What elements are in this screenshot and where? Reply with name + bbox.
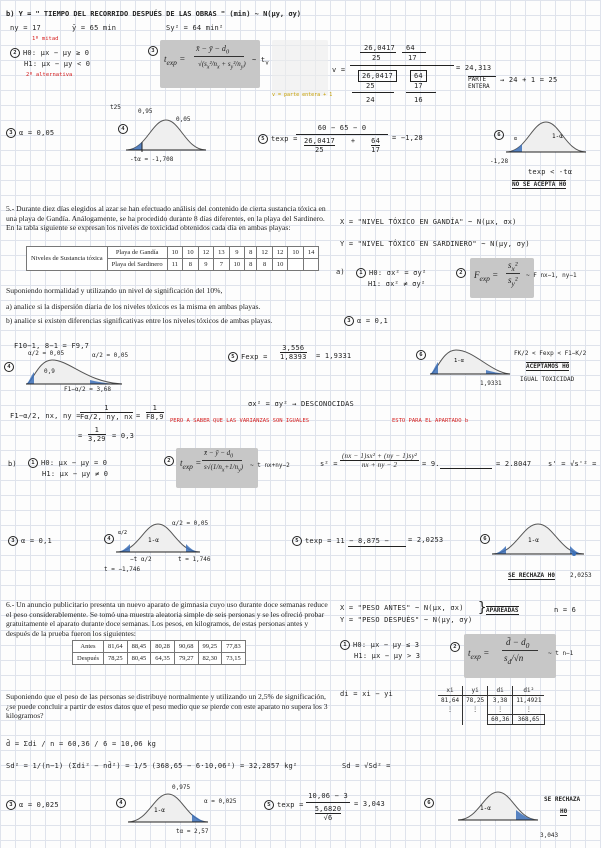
problem5-table: Niveles de Sustancia tóxica Playa de Gandía 10 10 12 13 9 8 12 12 10 14 Playa del Sardinero 11 8 9 7 10 8 8 10 — [26, 246, 319, 271]
svg-text:1-α: 1-α — [480, 805, 491, 812]
a-alpha: 3 α = 0,1 — [344, 316, 388, 326]
v-result: = 24,313 — [456, 64, 492, 72]
b-dist: ~ t nx+ny−2 — [250, 462, 290, 469]
step-6-circle: 6 — [494, 130, 507, 140]
step-4-circle: 4 — [118, 124, 131, 134]
f-calc: F10−1, 8−1 = F9,7 — [14, 342, 90, 350]
f-left-frac: $\frac{1}{F\alpha/2, ny, nx}$ — [80, 404, 133, 421]
problem5-text2: Suponiendo normalidad y utilizando un nivel de significación del 10%, — [6, 286, 223, 295]
p6-y-def: Y = "PESO DESPUÉS" ~ N(μy, σy) — [340, 616, 473, 624]
p6-x-def: X = "PESO ANTES" ~ N(μx, σx) — [340, 604, 464, 612]
p6-h0: 1 H0: μx − μy ≤ 3 — [340, 640, 419, 650]
p6-dbar: d̄ = Σdi / n = 60,36 / 6 = 10,06 kg — [6, 740, 157, 748]
row2-label: Playa del Sardinero — [107, 259, 167, 271]
problem5-question-b: b) analice si existen diferencias significativas entre los niveles tóxicos de ambas playas. — [6, 316, 273, 325]
table-header: Niveles de Sustancia tóxica — [27, 247, 108, 271]
p6-tdist: ~ t n−1 — [548, 650, 574, 657]
f-top-right: α/2 = 0,05 — [92, 352, 129, 359]
top-conclusion: NO SE ACEPTA H0 — [512, 181, 567, 188]
b-tcrit-top: α/2 = 0,05 — [172, 520, 209, 527]
step6-val-5: 1,9331 — [480, 380, 502, 387]
curve-t25-label: t25 — [110, 104, 121, 111]
f-curve-6 — [430, 346, 510, 376]
problem5-statement: 5.- Durante diez días elegidos al azar se han efectuado análisis del contenido de cierta sustancia tóxica en una playa de Gandía. Análogamente, se ha procedido durante 8 días diferentes, en la playa del Sardinero. En la tabla siguiente se expresan los niveles de toxicidad obtenidos cada día en ambas playas: — [6, 204, 326, 233]
texp-result: = −1,28 — [392, 134, 423, 142]
b-h1: H1: μx − μy ≠ 0 — [42, 470, 109, 478]
p6-texp: 5 texp = — [264, 800, 304, 810]
v-final: → 24 + 1 = 25 — [500, 76, 558, 84]
s2-frac: $\frac{\text{(nx − 1)sx² + (ny − 1)sy²}}{nx + ny - 2}$ — [342, 452, 418, 469]
y-def-5: Y = "NIVEL TÓXICO EN SARDINERO" ~ N(μy, σy) — [340, 240, 530, 248]
x-def-5: X = "NIVEL TÓXICO EN GANDÍA" ~ N(μx, σx) — [340, 218, 517, 226]
t-curve-b-top — [126, 116, 206, 152]
step-6-circle-5: 6 — [416, 350, 429, 360]
v-label: v = — [332, 66, 346, 74]
curve-005-label: 0,05 — [176, 116, 191, 123]
p6-step6-val: 3,043 — [540, 832, 559, 839]
f-left-result-frac: $\frac{1}{3,29}$ — [88, 426, 106, 443]
p6-t-top: 0,975 — [172, 784, 191, 791]
p6-n: n = 6 — [554, 606, 577, 614]
curve-crit-label: -tα = -1,708 — [130, 156, 174, 163]
t-curve-5b-6 — [492, 520, 584, 556]
p6-helper-table: xi yi di di² 81,64 78,25 3,38 11,4921 ⋮ ⋮ ⋮ ⋮ 60,36 368,65 — [438, 686, 545, 725]
step-4-circle-5: 4 — [4, 362, 17, 372]
accept-1: FK/2 < Fexp < F1−K/2 — [514, 350, 587, 357]
ny-value: ny = 17 — [10, 24, 41, 32]
v-fraction: 26,0417 64 25 17 26,0417 64 25 17 24 16 — [350, 44, 454, 106]
sy2-value: Sy² = 64 min² — [166, 24, 224, 32]
p6-sd: Sd = √Sd² = — [342, 762, 391, 770]
step-6-circle-5b: 6 — [480, 534, 493, 544]
p6-h1: H1: μx − μy > 3 — [354, 652, 421, 660]
fexp-formula-box: $F_{exp}$ = $s_x^2$ $s_y^2$ — [470, 258, 534, 298]
ac-text: texp < -tα — [528, 168, 573, 176]
b-texp: 5 texp = 11 − 8,875 − — [292, 536, 389, 546]
step-2-circle-6: 2 — [450, 642, 463, 652]
welch-v-formula — [272, 40, 328, 96]
red-note-a: PERO A SABER QUE LAS VARIANZAS SON IGUALES — [170, 418, 310, 424]
v-parte-entera: PARTE ENTERA — [468, 76, 496, 90]
svg-text:α: α — [514, 136, 518, 142]
a-label: a) — [336, 268, 345, 276]
p6-t-label: tα = 2,57 — [176, 828, 209, 835]
step-6-circle-6: 6 — [424, 798, 437, 808]
hypothesis-h1: H1: μx − μy < 0 — [24, 60, 91, 68]
p6-sd2: Sd² = 1/(n−1) (Σdi² − nd̄²) = 1/5 (368,65 − 6·10,06²) = 32,2857 kg² — [6, 762, 298, 770]
s2-result: = 2.8047 — [496, 460, 532, 468]
b-step6-val: 2,0253 — [570, 572, 592, 579]
step-2-circle-5: 2 — [456, 268, 469, 278]
svg-text:1-α: 1-α — [148, 537, 159, 544]
fexp-frac: $\frac{3,556}{1,8393}$ — [280, 344, 307, 361]
step-2-circle-5b: 2 — [164, 456, 177, 466]
pooled-t-formula: $t_{exp}$ = x̄ − ȳ − $d_0$ $s√(1/n_x+1/n_y)$ — [176, 448, 258, 488]
b-reject: SE RECHAZA H0 — [508, 572, 555, 579]
t-curve-5b — [116, 520, 200, 554]
a-h1: H1: σx² ≠ σy² — [368, 280, 426, 288]
p6-texp-result: = 3,043 — [354, 800, 385, 808]
p6-di-def: di = xi − yi — [340, 690, 393, 698]
red-note-alternativa: 2º alternativa — [26, 72, 73, 78]
accept-3: IGUAL TOXICIDAD — [520, 376, 575, 383]
p6-reject-1: SE RECHAZA — [544, 796, 581, 803]
red-note-mitad: 1º mitad — [32, 36, 59, 42]
p6-alpha: 3 α = 0,025 — [6, 800, 59, 810]
f-left-calc: F1−α/2, nx, ny = — [10, 412, 81, 420]
p6-paired: APAREADAS — [486, 607, 519, 614]
b-tcrit-right: t = 1,746 — [178, 556, 211, 563]
svg-text:α/2: α/2 — [118, 530, 128, 536]
gray-note: v = parte entera + 1 — [272, 92, 333, 98]
f-mid: 0,9 — [44, 368, 55, 375]
p6-row2-label: Después — [73, 653, 104, 665]
ybar-value: ȳ = 65 min — [72, 24, 117, 32]
p6-t-right: α = 0,025 — [204, 798, 237, 805]
accept-2: ACEPTAMOS H0 — [526, 363, 570, 370]
svg-text:1-α: 1-α — [552, 133, 563, 140]
paired-t-formula: $t_{exp}$ = d̄ − $d_0$ $s_d/√n$ — [464, 634, 556, 678]
red-note-b: ESTO PARA EL APARTADO b — [392, 418, 469, 424]
b-tcrit-left: −t α/2 — [130, 556, 152, 563]
sigma-conclusion: σx² = σy² → DESCONOCIDAS — [248, 400, 354, 408]
b-label: b) — [8, 460, 17, 468]
t-curve-b-top-6 — [506, 118, 586, 154]
step-4-circle-5b: 4 — [104, 534, 117, 544]
section-b-header: b) Y = " TIEMPO DEL RECORRIDO DESPUÉS DE LAS OBRAS " (min) ~ N(μy, σy) — [6, 10, 302, 18]
p6-row1-label: Antes — [73, 641, 104, 653]
texp-formula-box: $t_{exp}$ = x̄ − ȳ − $d_0$ $√(s_x^2/n_x + s_y^2/n_y)$ — [160, 40, 260, 88]
svg-text:1-α: 1-α — [454, 358, 464, 364]
t-curve-6-6 — [458, 788, 538, 822]
alpha-step: 3 α = 0,05 — [6, 128, 54, 138]
t-curve-6 — [128, 790, 208, 824]
f-left-result: = 0,3 — [112, 432, 135, 440]
row1-label: Playa de Gandía — [107, 247, 167, 259]
a-h0: 1 H0: σx² = σy² — [356, 268, 426, 278]
problem6-text2: Suponiendo que el peso de las personas se distribuye normalmente y utilizando un 2,5% de significación, ¿se puede concluir a partir de estos datos que el peso medio que se pierde con este aparato no supera los 3 kilogramos? — [6, 692, 328, 721]
s2-val: = 9. — [422, 460, 440, 468]
b-tcrit-left-val: t = −1,746 — [104, 566, 141, 573]
b-alpha: 3 α = 0,1 — [8, 536, 52, 546]
hypothesis-h0: 2 H0: μx − μy ≥ 0 — [10, 48, 89, 58]
f-crit-right: F1−α/2 = 3,68 — [64, 386, 111, 393]
step-5-texp: 5 texp = — [258, 134, 298, 144]
problem5-question-a: a) analice si la dispersión diaria de los niveles tóxicos es la misma en ambas playas. — [6, 302, 261, 311]
s2-eq: s² = — [320, 460, 338, 468]
curve-095-label: 0,95 — [138, 108, 153, 115]
f-top-left: α/2 = 0,05 — [28, 350, 65, 357]
svg-text:1-α: 1-α — [154, 807, 165, 814]
b-texp-result: = 2,0253 — [408, 536, 444, 544]
step6-val: -1,28 — [490, 158, 509, 165]
p6-reject-2: H0 — [560, 808, 568, 815]
step-3-circle: 3 — [148, 46, 161, 56]
fexp-result: = 1,9331 — [316, 352, 352, 360]
s-eq: s' = √s'² = — [548, 460, 597, 468]
p6-texp-frac: 10,06 − 3 5,6820 √6 — [306, 792, 350, 822]
svg-text:1-α: 1-α — [528, 537, 539, 544]
f-left-frac2: $\frac{1}{F8,9}$ — [146, 404, 164, 421]
fexp-calc: 5 Fexp = — [228, 352, 268, 362]
problem6-table: Antes 81,64 88,45 80,28 90,68 99,25 77,83 Después 78,25 80,45 64,35 79,27 82,30 73,15 — [72, 640, 246, 665]
fexp-dist: ~ F nx−1, ny−1 — [526, 272, 577, 279]
f-curve-5 — [26, 356, 122, 386]
problem6-statement: 6.- Un anuncio publicitario presenta un nuevo aparato de gimnasia cuyo uso durante doce semanas reduce el peso considerablemente. Se tomó una muestra aleatoria simple de seis personas y se les ofreció probar gratuitamente el aparato durante doce semanas. Los pesos, en kilogramos, de estas personas antes y después de la prueba fueron los siguientes: — [6, 600, 328, 639]
texp-fraction-top: 60 − 65 − 0 26,0417 25 + $\frac{64}{17}$ — [296, 124, 388, 154]
step-4-circle-6: 4 — [116, 798, 129, 808]
b-h0: 1 H0: μx − μy = 0 — [28, 458, 107, 468]
